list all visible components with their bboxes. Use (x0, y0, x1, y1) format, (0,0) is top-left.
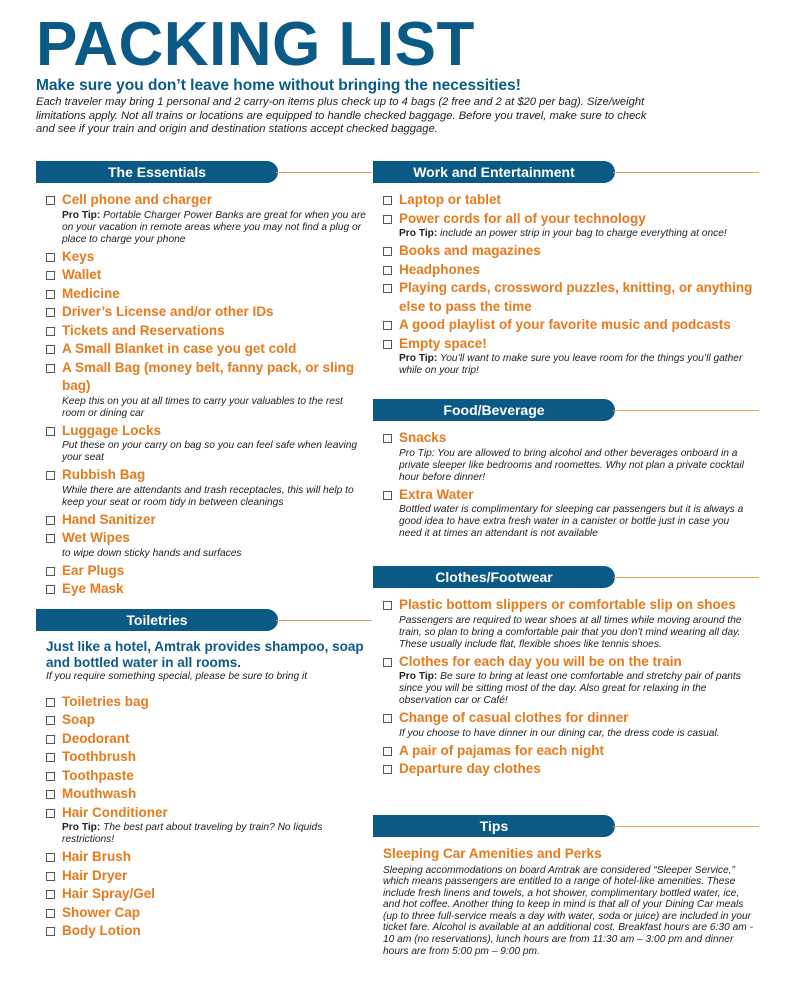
checklist-item-label: Hair Dryer (62, 867, 128, 883)
checkbox-icon[interactable] (46, 534, 55, 543)
toiletries-list (36, 693, 366, 941)
checkbox-icon[interactable] (46, 567, 55, 576)
checkbox-icon[interactable] (46, 735, 55, 744)
checklist-item-label: Toothbrush (62, 749, 136, 764)
section-header-food (373, 399, 753, 421)
checklist-item-label: Extra Water (399, 486, 474, 502)
checkbox-icon[interactable] (46, 927, 55, 936)
checklist-item[interactable] (36, 285, 366, 304)
checkbox-icon[interactable] (46, 753, 55, 762)
pro-tip-label: Pro Tip: (399, 228, 438, 239)
item-note: If you choose to have dinner in our dining car, the dress code is casual. (399, 727, 720, 739)
checklist-item-label: Luggage Locks (62, 422, 162, 438)
right-column (373, 161, 753, 957)
checklist-item-label: A Small Blanket in case you get cold (62, 341, 297, 356)
checklist-item[interactable] (36, 867, 366, 886)
checklist-item-label: A good playlist of your favorite music and podcasts (399, 317, 731, 332)
item-note: While there are attendants and trash receptacles, this will help to keep your seat or room tidy in between cleanings (62, 484, 354, 508)
checkbox-icon[interactable] (383, 601, 392, 610)
pro-tip-text: Portable Charger Power Banks are great for when you are on your vacation in remote areas where you may not find a plug or place to charge your phone (62, 209, 366, 245)
checklist-item-label: Cell phone and charger (62, 192, 213, 207)
checklist-item-label: Shower Cap (62, 904, 141, 920)
checklist-item-label: Wet Wipes (62, 530, 130, 545)
checkbox-icon[interactable] (383, 765, 392, 774)
checklist-item-label: Tickets and Reservations (62, 322, 225, 338)
food-list (373, 429, 753, 540)
pro-tip-text: Be sure to bring at least one comfortable and stretchy pair of pants since you will be sitting most of the day. Also great for relaxing in the observation car or Café! (399, 671, 741, 706)
page-title: PACKING LIST (36, 10, 475, 79)
checkbox-icon[interactable] (46, 872, 55, 881)
checklist-item-label: Keys (62, 248, 95, 264)
checkbox-icon[interactable] (46, 890, 55, 899)
checklist-item[interactable] (36, 511, 366, 530)
checklist-item-label: Deodorant (62, 730, 130, 746)
checkbox-icon[interactable] (383, 247, 392, 256)
checklist-item-label: A Small Bag (money belt, fanny pack, or sling bag) (62, 359, 355, 393)
pro-tip-label: Pro Tip: (399, 671, 438, 682)
checklist-item[interactable] (36, 303, 366, 322)
checklist-item[interactable] (373, 760, 753, 779)
pro-tip-label: Pro Tip: (62, 822, 101, 833)
checklist-item-label: Eye Mask (62, 581, 124, 596)
section-title: Toiletries (36, 609, 278, 631)
checklist-item[interactable] (373, 429, 753, 448)
checklist-item-label: Hand Sanitizer (62, 511, 156, 527)
pro-tip-label: Pro Tip: (62, 209, 101, 221)
checkbox-icon[interactable] (46, 809, 55, 818)
item-note: Keep this on you at all times to carry your valuables to the rest room or dining car (62, 395, 343, 419)
checklist-item-label: Clothes for each day you will be on the train (399, 653, 682, 669)
checklist-item[interactable] (36, 693, 366, 712)
checklist-item-label: Medicine (62, 285, 120, 301)
essentials-list (36, 191, 366, 599)
pro-tip-text: The best part about traveling by train? No liquids restrictions! (62, 822, 323, 845)
checklist-item[interactable] (373, 653, 753, 672)
item-note: to wipe down sticky hands and surfaces (62, 547, 242, 559)
checklist-item[interactable] (373, 279, 753, 316)
checkbox-icon[interactable] (46, 585, 55, 594)
checklist-item[interactable] (36, 748, 366, 767)
checkbox-icon[interactable] (46, 345, 55, 354)
checklist-item[interactable] (36, 885, 366, 904)
checklist-item[interactable] (36, 767, 366, 786)
checklist-item[interactable] (36, 422, 366, 441)
checklist-item[interactable] (373, 486, 753, 505)
checkbox-icon[interactable] (46, 716, 55, 725)
checklist-item[interactable] (373, 742, 753, 761)
checklist-item-label: Power cords for all of your technology (399, 210, 646, 226)
checklist-item[interactable] (36, 785, 366, 804)
checklist-item[interactable] (373, 335, 753, 354)
checklist-item[interactable] (373, 242, 753, 261)
checkbox-icon[interactable] (383, 434, 392, 443)
checklist-item-label: Snacks (399, 430, 447, 445)
pro-tip (373, 353, 753, 377)
checkbox-icon[interactable] (383, 340, 392, 349)
checklist-item-label: Wallet (62, 267, 102, 282)
pro-tip-text: You’ll want to make sure you leave room for the things you’ll gather while on your trip! (399, 353, 743, 376)
page-subtitle: Make sure you don’t leave home without bringing the necessities! (36, 77, 521, 94)
pro-tip (373, 228, 753, 240)
checkbox-icon[interactable] (46, 853, 55, 862)
checklist-item[interactable] (373, 596, 753, 615)
checkbox-icon[interactable] (46, 196, 55, 205)
checkbox-icon[interactable] (46, 253, 55, 262)
pro-tip-text: include an power strip in your bag to charge everything at once! (440, 228, 727, 239)
checklist-item[interactable] (373, 210, 753, 229)
checklist-item[interactable] (36, 359, 366, 396)
checkbox-icon[interactable] (383, 658, 392, 667)
checkbox-icon[interactable] (46, 271, 55, 280)
checklist-item[interactable] (36, 340, 366, 359)
checkbox-icon[interactable] (46, 516, 55, 525)
checklist-item-label: Change of casual clothes for dinner (399, 710, 629, 725)
pro-tip-label: Pro Tip: (399, 353, 438, 364)
checklist-item-label: Books and magazines (399, 243, 541, 258)
checkbox-icon[interactable] (383, 491, 392, 500)
checklist-item[interactable] (36, 848, 366, 867)
checkbox-icon[interactable] (383, 747, 392, 756)
checklist-item[interactable] (373, 316, 753, 335)
section-title: The Essentials (36, 161, 278, 183)
toiletries-lead: Just like a hotel, Amtrak provides shampoo, soap and bottled water in all rooms. (46, 638, 364, 670)
checkbox-icon[interactable] (46, 327, 55, 336)
pro-tip (36, 210, 366, 246)
checkbox-icon[interactable] (46, 790, 55, 799)
checklist-item-label: Departure day clothes (399, 761, 541, 776)
checklist-item-label: Hair Spray/Gel (62, 886, 156, 901)
checklist-item-label: Playing cards, crossword puzzles, knitting, or anything else to pass the time (399, 280, 753, 314)
checklist-item-label: Ear Plugs (62, 562, 125, 578)
checklist-item[interactable] (373, 191, 753, 210)
section-rule (613, 410, 759, 411)
checklist-item[interactable] (36, 248, 366, 267)
work-list (373, 191, 753, 377)
checklist-item-label: Rubbish Bag (62, 467, 146, 482)
checklist-item-label: Headphones (399, 261, 481, 277)
checklist-item-label: Hair Brush (62, 849, 132, 864)
checklist-item[interactable] (36, 466, 366, 485)
checklist-item[interactable] (36, 191, 366, 210)
checkbox-icon[interactable] (46, 471, 55, 480)
section-header-toiletries (36, 609, 366, 631)
checkbox-icon[interactable] (383, 321, 392, 330)
item-note: Passengers are required to wear shoes at all times while moving around the train, so plan to bring a comfortable pair that you don’t mind wearing all day. These usually include flat, flexible shoes like tennis shoes. (399, 614, 742, 650)
tips-body: Sleeping accommodations on board Amtrak are considered “Sleeper Service,” which means passengers are entitled to a range of hotel-like amenities. These include fresh linens and towels, a hot shower, complimentary bottled water, ice, and hot coffee. Another thing to keep in mind is that all of your Dining Car meals (up to three full-service meals a day with water, soda or juice) are included in your ticket fare. Alcohol is available at an additional cost. Breakfast hours are 6:30 am - 10 am (no reservations), lunch hours are from 11:30 am – 3:00 pm and dinner hours are from 5:00 pm – 9:00 pm. (383, 864, 753, 957)
section-header-tips (373, 815, 753, 837)
pro-tip (36, 822, 366, 846)
section-header-essentials (36, 161, 366, 183)
tips-subhead: Sleeping Car Amenities and Perks (383, 845, 602, 861)
checklist-item[interactable] (36, 711, 366, 730)
checklist-item[interactable] (36, 730, 366, 749)
checkbox-icon[interactable] (46, 427, 55, 436)
checklist-item[interactable] (36, 322, 366, 341)
checklist-item-label: Soap (62, 712, 96, 727)
checklist-item[interactable] (36, 529, 366, 548)
pro-tip (373, 671, 753, 707)
checkbox-icon[interactable] (383, 215, 392, 224)
checklist-item-label: Empty space! (399, 335, 487, 351)
clothes-list (373, 596, 753, 779)
section-rule (613, 172, 759, 173)
checkbox-icon[interactable] (383, 196, 392, 205)
section-title: Food/Beverage (373, 399, 615, 421)
section-title: Tips (373, 815, 615, 837)
checkbox-icon[interactable] (46, 364, 55, 373)
checkbox-icon[interactable] (383, 266, 392, 275)
checklist-item-label: Body Lotion (62, 923, 141, 938)
checklist-item-label: Toiletries bag (62, 693, 149, 709)
item-note: Pro Tip: You are allowed to bring alcohol and other beverages onboard in a private sleeper like bedrooms and roomettes. Why not plan a private cocktail hour before dinner! (399, 447, 744, 483)
checkbox-icon[interactable] (383, 284, 392, 293)
checklist-item-label: Toothpaste (62, 767, 134, 783)
checklist-item-label: Plastic bottom slippers or comfortable slip on shoes (399, 597, 736, 612)
section-rule (613, 826, 759, 827)
item-note: Bottled water is complimentary for sleeping car passengers but it is always a good idea to have extra fresh water in a canister or bottle just in case you need it at times an attendant is not available (399, 504, 744, 539)
checklist-item-label: A pair of pajamas for each night (399, 742, 605, 758)
section-rule (276, 620, 372, 621)
checklist-item[interactable] (373, 261, 753, 280)
checkbox-icon[interactable] (46, 308, 55, 317)
section-title: Clothes/Footwear (373, 566, 615, 588)
checklist-item-label: Mouthwash (62, 786, 137, 801)
checkbox-icon[interactable] (46, 909, 55, 918)
checklist-item[interactable] (36, 562, 366, 581)
checklist-item[interactable] (373, 709, 753, 728)
checkbox-icon[interactable] (46, 290, 55, 299)
checklist-item[interactable] (36, 922, 366, 941)
checklist-item-label: Laptop or tablet (399, 192, 501, 207)
checklist-item-label: Driver’s License and/or other IDs (62, 304, 274, 319)
checklist-item-label: Hair Conditioner (62, 804, 168, 820)
checkbox-icon[interactable] (46, 698, 55, 707)
checklist-item[interactable] (36, 904, 366, 923)
section-rule (276, 172, 372, 173)
item-note: Put these on your carry on bag so you can feel safe when leaving your seat (62, 440, 358, 463)
left-column (36, 161, 366, 941)
section-header-clothes (373, 566, 753, 588)
section-header-work (373, 161, 753, 183)
checkbox-icon[interactable] (383, 714, 392, 723)
checklist-item[interactable] (36, 266, 366, 285)
section-title: Work and Entertainment (373, 161, 615, 183)
checklist-item[interactable] (36, 580, 366, 599)
checklist-item[interactable] (36, 804, 366, 823)
checkbox-icon[interactable] (46, 772, 55, 781)
toiletries-lead-note: If you require something special, please be sure to bring it (46, 670, 308, 682)
intro-text: Each traveler may bring 1 personal and 2 carry-on items plus check up to 4 bags (2 free and 2 at $20 per bag). Size/weight limitations apply. Not all trains or locations are equipped to handle checked baggage. Before you travel, make sure to check and see if your train and origin and destination stations accept checked baggage. (36, 96, 647, 135)
section-rule (613, 577, 759, 578)
